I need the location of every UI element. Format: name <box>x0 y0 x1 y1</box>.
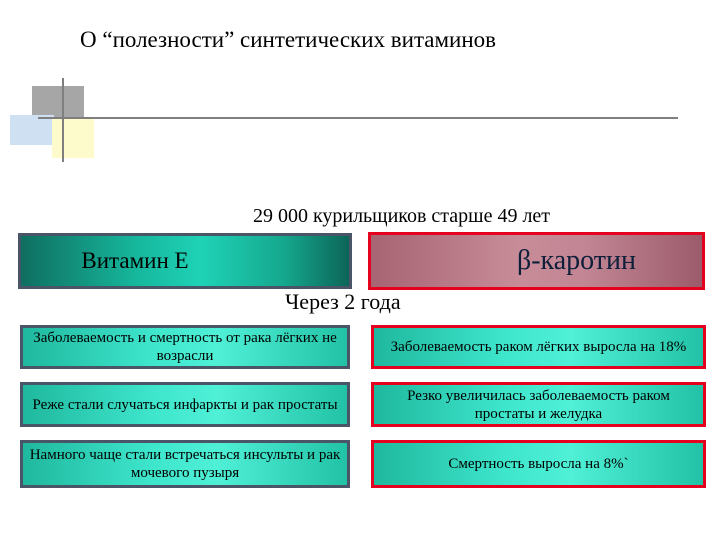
after-two-years-label: Через 2 года <box>285 289 401 314</box>
slide-title: О “полезности” синтетических витаминов <box>80 27 497 52</box>
beta-carotene-result-2: Резко увеличилась заболеваемость раком простаты и желудка <box>371 382 706 427</box>
study-subtitle <box>0 205 720 228</box>
beta-carotene-header <box>368 232 705 290</box>
beta-carotene-label: β-каротин <box>516 245 636 276</box>
beta-carotene-result-3: Смертность выросла на 8%` <box>371 440 706 488</box>
vitamin-e-header <box>18 233 352 289</box>
study-subtitle-text: 29 000 курильщиков старше 49 лет <box>252 205 551 227</box>
vitamin-e-result-1: Заболеваемость и смертность от рака лёгких не возрасли <box>20 325 350 369</box>
beta-carotene-result-1: Заболеваемость раком лёгких выросла на 18% <box>371 325 706 369</box>
vitamin-e-result-3: Намного чаще стали встречаться инсульты и рак мочевого пузыря <box>20 440 350 488</box>
title-divider-line <box>38 117 678 119</box>
vitamin-e-result-2: Реже стали случаться инфаркты и рак простаты <box>20 382 350 427</box>
vitamin-e-label: Витамин Е <box>81 248 189 273</box>
